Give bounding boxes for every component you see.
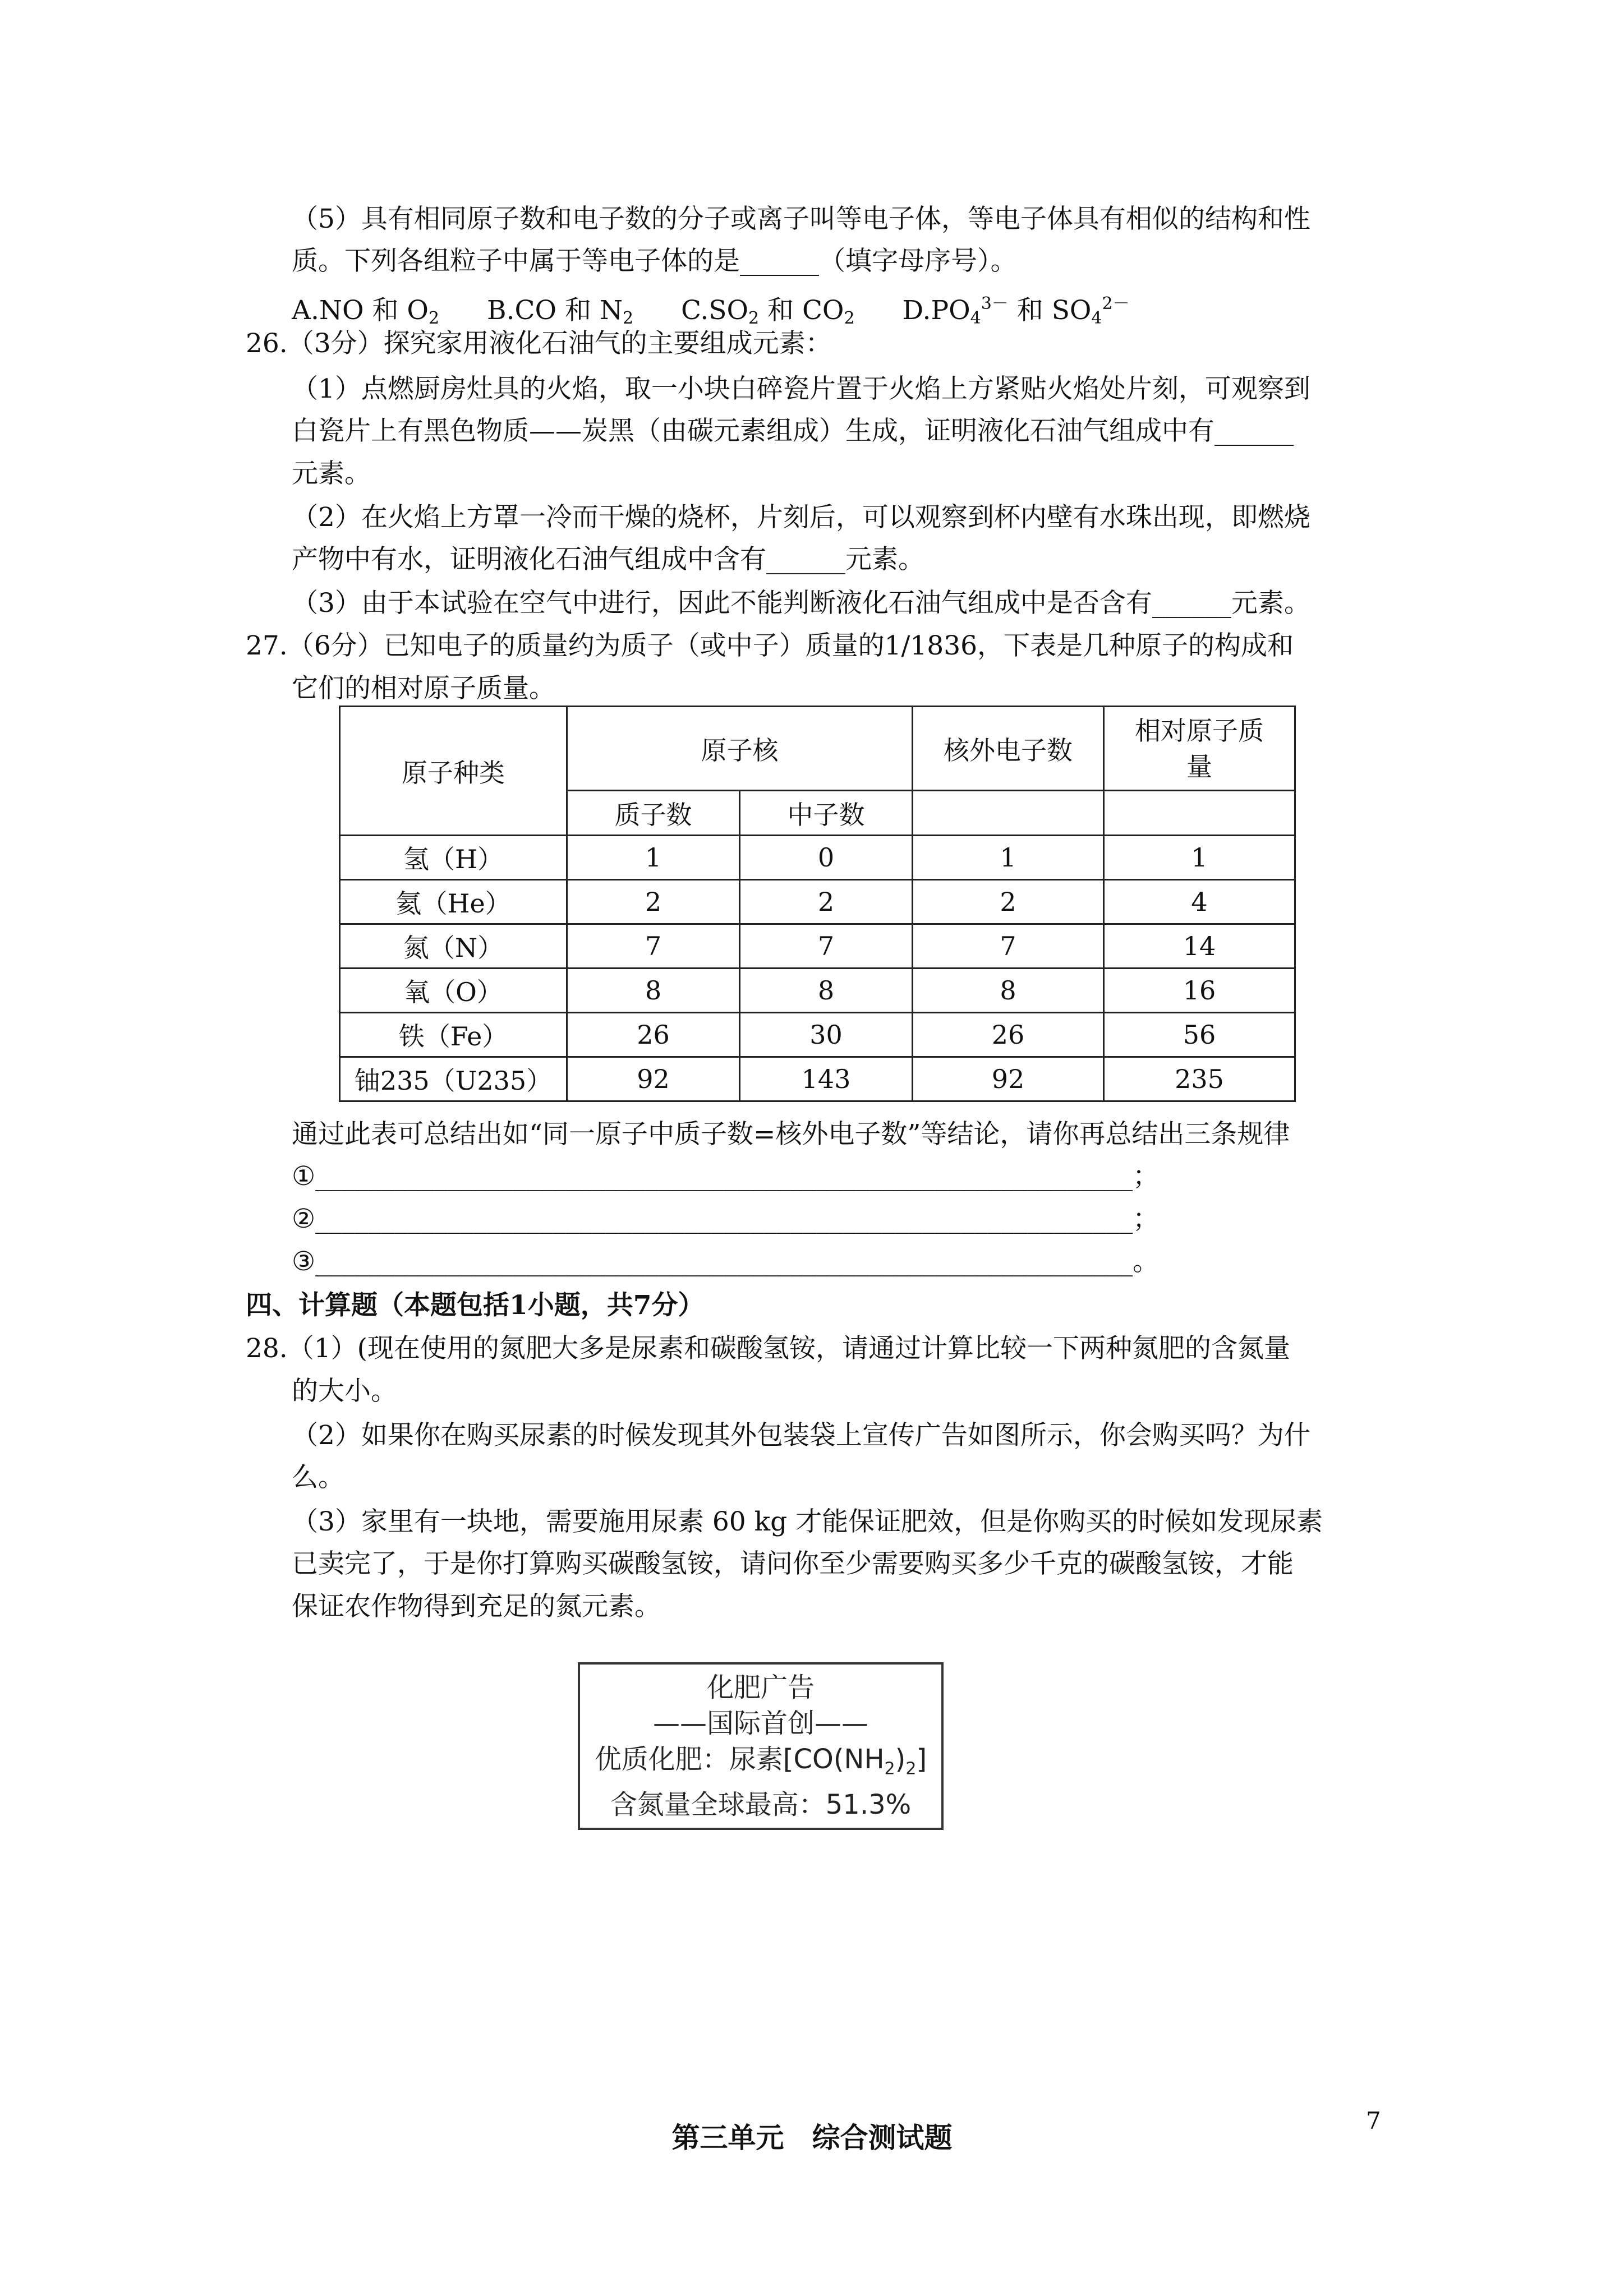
cell-mass: 1 (1104, 836, 1295, 880)
q27-answer-blank-1[interactable]: ①______________________________________________________________； (292, 1161, 1160, 1192)
cell-neutrons: 30 (740, 1013, 913, 1057)
cell-electrons: 26 (913, 1013, 1104, 1057)
cell-mass: 16 (1104, 969, 1295, 1013)
table-row (340, 1013, 1295, 1057)
header-empty-cell (913, 791, 1104, 836)
cell-neutrons: 2 (740, 880, 913, 924)
cell-electrons: 1 (913, 836, 1104, 880)
q26-p3-line1: （3）由于本试验在空气中进行，因此不能判断液化石油气组成中是否含有______元素。 (292, 588, 1310, 619)
table-row (340, 924, 1295, 969)
q28-line4: 么。 (292, 1462, 344, 1493)
q27-summary: 通过此表可总结出如“同一原子中质子数=核外电子数”等结论，请你再总结出三条规律 (292, 1119, 1290, 1150)
cell-mass: 56 (1104, 1013, 1295, 1057)
q27-heading: 27.（6分）已知电子的质量约为质子（或中子）质量的1/1836，下表是几种原子的构成和 (246, 630, 1294, 661)
option-a: A.NO 和 $O_2$ (292, 295, 440, 328)
option-c: $C.SO_2$ 和 $CO_2$ (681, 295, 855, 328)
q28-line1: 28.（1）(现在使用的氮肥大多是尿素和碳酸氢铵，请通过计算比较一下两种氮肥的含氮量 (246, 1333, 1290, 1364)
q27-answer-blank-3[interactable]: ③______________________________________________________________。 (292, 1246, 1160, 1277)
q27-answer-blank-2[interactable]: ②______________________________________________________________； (292, 1204, 1160, 1234)
q28-line3: （2）如果你在购买尿素的时候发现其外包装袋上宣传广告如图所示，你会购买吗？为什 (292, 1420, 1310, 1451)
table-row (340, 1057, 1295, 1101)
unit-title: 第三单元 综合测试题 (671, 2121, 953, 2154)
q26-p2-line2: 产物中有水，证明液化石油气组成中含有______元素。 (292, 544, 924, 575)
cell-atom: 氢（H） (340, 836, 567, 880)
cell-mass: 14 (1104, 924, 1295, 969)
cell-mass: 4 (1104, 880, 1295, 924)
cell-atom: 氦（He） (340, 880, 567, 924)
cell-electrons: 2 (913, 880, 1104, 924)
header-relative-atomic-mass: 相对原子质 量 (1104, 707, 1295, 791)
cell-neutrons: 8 (740, 969, 913, 1013)
q28-line2: 的大小。 (292, 1376, 397, 1407)
table-row (340, 969, 1295, 1013)
cell-protons: 2 (567, 880, 740, 924)
header-proton-count: 质子数 (567, 791, 740, 836)
q26-heading: 26.（3分）探究家用液化石油气的主要组成元素： (246, 328, 832, 359)
section-heading: 四、计算题（本题包括1小题，共7分） (246, 1290, 705, 1321)
option-d: $D.PO_4^{3-}$ 和 $SO_4^{2-}$ (902, 294, 1130, 328)
q26-p1-line3: 元素。 (292, 458, 371, 489)
q26-p1-line2: 白瓷片上有黑色物质——炭黑（由碳元素组成）生成，证明液化石油气组成中有______ (292, 416, 1294, 446)
cell-protons: 92 (567, 1057, 740, 1101)
cell-protons: 1 (567, 836, 740, 880)
atom-composition-table (339, 706, 1296, 1102)
q28-line7: 保证农作物得到充足的氮元素。 (292, 1591, 661, 1622)
table-row (340, 836, 1295, 880)
page-number: 7 (1366, 2107, 1381, 2134)
q26-p2-line1: （2）在火焰上方罩一冷而干燥的烧杯，片刻后，可以观察到杯内壁有水珠出现，即燃烧 (292, 502, 1310, 533)
cell-protons: 8 (567, 969, 740, 1013)
cell-electrons: 8 (913, 969, 1104, 1013)
ad-claim: 含氮量全球最高：51.3% (610, 1789, 912, 1821)
q25-5-line1: （5）具有相同原子数和电子数的分子或离子叫等电子体，等电子体具有相似的结构和性 (292, 204, 1310, 234)
header-atom-type: 原子种类 (340, 707, 567, 836)
ad-title: 化肥广告 (706, 1671, 815, 1703)
header-nucleus: 原子核 (567, 707, 913, 791)
fertilizer-ad-figure (578, 1662, 944, 1830)
option-b: B.CO 和 $N_2$ (487, 295, 634, 328)
ad-product: 优质化肥：尿素$[CO(NH_2)_2]$ (594, 1743, 927, 1779)
header-empty-cell (1104, 791, 1295, 836)
cell-protons: 26 (567, 1013, 740, 1057)
cell-atom: 铀235（U235） (340, 1057, 567, 1101)
cell-neutrons: 7 (740, 924, 913, 969)
cell-electrons: 92 (913, 1057, 1104, 1101)
q25-5-line2: 质。下列各组粒子中属于等电子体的是______（填字母序号）。 (292, 246, 1017, 276)
header-electron-count: 核外电子数 (913, 707, 1104, 791)
cell-neutrons: 0 (740, 836, 913, 880)
q28-line5: （3）家里有一块地，需要施用尿素 60 kg 才能保证肥效，但是你购买的时候如发现尿素 (292, 1506, 1323, 1537)
cell-atom: 铁（Fe） (340, 1013, 567, 1057)
ad-slogan: ——国际首创—— (652, 1707, 868, 1739)
table-row (340, 880, 1295, 924)
cell-neutrons: 143 (740, 1057, 913, 1101)
cell-electrons: 7 (913, 924, 1104, 969)
cell-atom: 氮（N） (340, 924, 567, 969)
cell-atom: 氧（O） (340, 969, 567, 1013)
q27-heading-line2: 它们的相对原子质量。 (292, 673, 555, 704)
header-neutron-count: 中子数 (740, 791, 913, 836)
q28-line6: 已卖完了，于是你打算购买碳酸氢铵，请问你至少需要购买多少千克的碳酸氢铵，才能 (292, 1548, 1294, 1579)
q26-p1-line1: （1）点燃厨房灶具的火焰，取一小块白碎瓷片置于火焰上方紧贴火焰处片刻，可观察到 (292, 374, 1310, 404)
cell-mass: 235 (1104, 1057, 1295, 1101)
cell-protons: 7 (567, 924, 740, 969)
